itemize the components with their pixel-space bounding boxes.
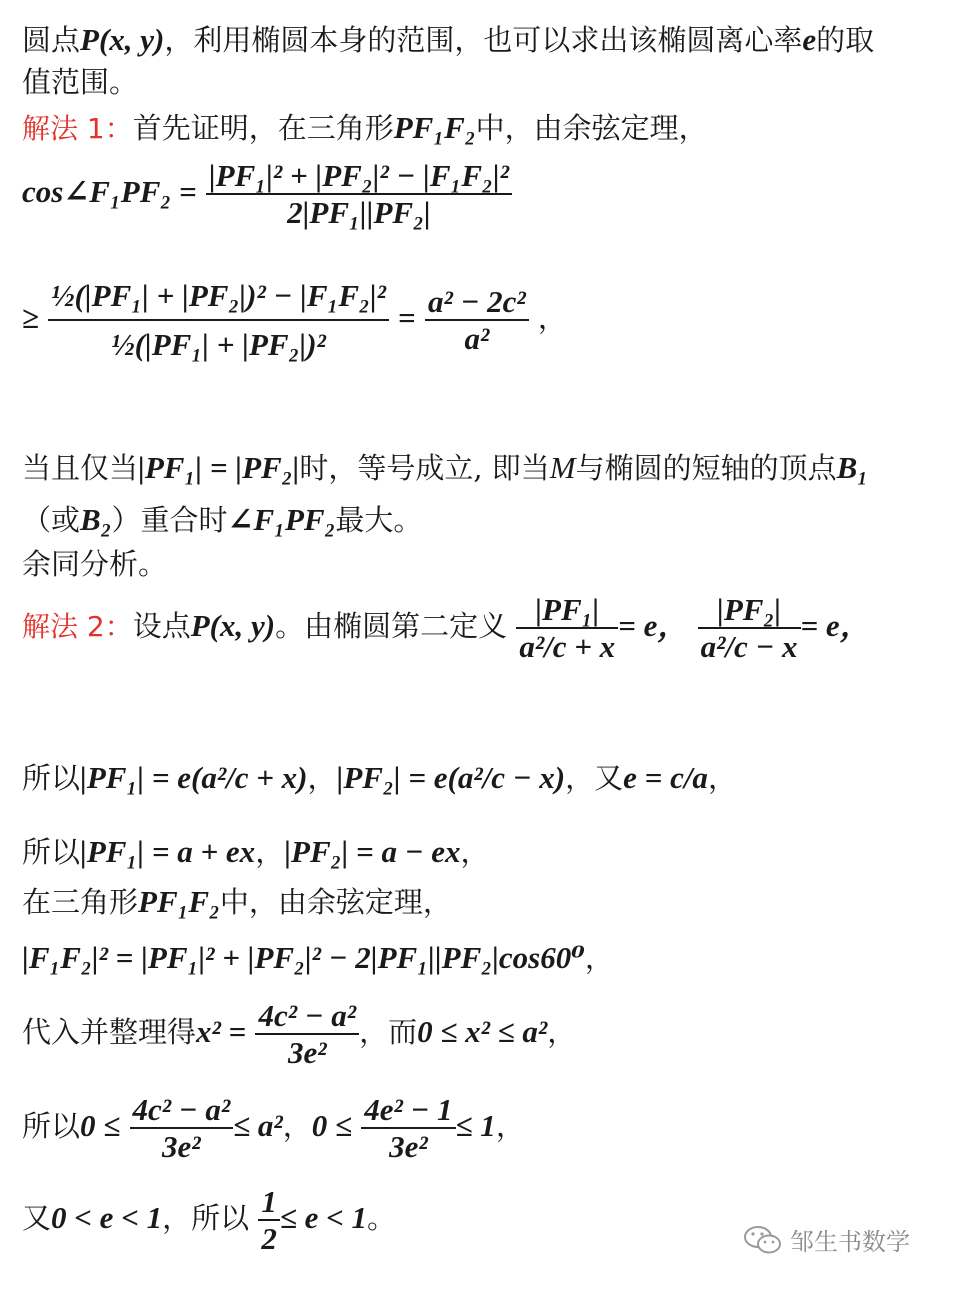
math: |PF₂| = a − ex xyxy=(284,834,461,869)
fraction xyxy=(516,594,618,662)
numerator: 4c² − a² xyxy=(132,1092,231,1127)
text: ，又 xyxy=(565,761,624,795)
math: ∠F₁PF₂ xyxy=(227,502,336,537)
text: 首先证明，在三角形 xyxy=(132,111,394,145)
math: = e， xyxy=(618,608,689,643)
numerator: 4e² − 1 xyxy=(364,1092,453,1127)
math: ≤ 1 xyxy=(455,1108,496,1143)
text: ， xyxy=(460,835,490,869)
text-line xyxy=(22,504,422,535)
numerator: |PF₁| xyxy=(535,592,600,627)
text: 在三角形 xyxy=(22,885,139,919)
fraction xyxy=(255,1000,359,1068)
math: PF₁F₂ xyxy=(138,884,220,919)
denominator: 3e² xyxy=(361,1127,455,1162)
text: ，利用椭圆本身的范围，也可以求出该椭圆离心率 xyxy=(164,23,803,57)
math: |PF₂| = e(a²/c − x) xyxy=(336,760,566,795)
text: ， xyxy=(584,941,614,975)
text-line xyxy=(22,452,868,483)
math: ≥ xyxy=(22,300,40,335)
numerator: a² − 2c² xyxy=(428,284,526,319)
math: B₂ xyxy=(80,502,112,537)
math: |PF₁| = |PF₂| xyxy=(138,450,300,485)
math: cos∠F₁PF₂ = xyxy=(22,174,197,209)
method-1-heading xyxy=(22,112,708,143)
denominator: a² xyxy=(425,319,529,354)
text: ， xyxy=(537,301,567,335)
text: 中，由余弦定理， xyxy=(219,885,452,919)
math: P(x, y) xyxy=(80,22,165,57)
text: 中，由余弦定理， xyxy=(475,111,708,145)
math: 0 ≤ x² ≤ a² xyxy=(417,1014,548,1049)
text: 当且仅当 xyxy=(22,451,139,485)
text: 代入并整理得 xyxy=(22,1015,197,1049)
text: ， xyxy=(282,1109,312,1143)
text: 时，等号成立, 即当 xyxy=(299,451,550,485)
method-label: 解法 1： xyxy=(22,112,133,145)
text-line xyxy=(22,547,168,581)
denominator: a²/c − x xyxy=(698,627,801,662)
math: 0 ≤ xyxy=(80,1108,121,1143)
text: ， xyxy=(255,835,285,869)
text-line xyxy=(22,1000,576,1068)
text: ， xyxy=(707,761,737,795)
numerator: ½(|PF₁| + |PF₂|)² − |F₁F₂|² xyxy=(51,278,386,313)
math: 0 ≤ xyxy=(311,1108,352,1143)
text: ）重合时 xyxy=(111,503,228,537)
math: ≤ e < 1 xyxy=(279,1200,368,1235)
law-of-cosines xyxy=(22,942,614,973)
text: 。 xyxy=(367,1201,397,1235)
text: 与椭圆的短轴的顶点 xyxy=(575,451,837,485)
text: 值范围。 xyxy=(22,65,139,99)
numerator: |PF₁|² + |PF₂|² − |F₁F₂|² xyxy=(208,158,509,193)
math: e xyxy=(802,22,817,57)
denominator: 3e² xyxy=(255,1033,359,1068)
fraction xyxy=(698,594,801,662)
numerator: |PF₂| xyxy=(717,592,782,627)
denominator: 2|PF₁||PF₂| xyxy=(206,193,512,228)
inequality-step xyxy=(22,280,567,360)
text-line xyxy=(22,886,452,917)
math: x² = xyxy=(196,1014,247,1049)
method-2-heading xyxy=(22,594,871,662)
text: ，而 xyxy=(359,1015,418,1049)
text: （或 xyxy=(22,503,81,537)
text-line xyxy=(22,65,139,99)
method-label: 解法 2： xyxy=(22,610,133,643)
math: |PF₁| = e(a²/c + x) xyxy=(80,760,308,795)
math: ≤ a² xyxy=(233,1108,283,1143)
fraction xyxy=(206,160,512,228)
math: P(x, y) xyxy=(190,608,276,643)
text-line xyxy=(22,24,874,55)
fraction xyxy=(425,286,529,354)
text: ， xyxy=(495,1109,525,1143)
text: 最大。 xyxy=(335,503,423,537)
text: 所以 xyxy=(22,761,81,795)
numerator: 4c² − a² xyxy=(258,998,357,1033)
text-line xyxy=(22,1186,396,1254)
text: ， xyxy=(547,1015,577,1049)
math: = xyxy=(398,300,416,335)
math: PF₁F₂ xyxy=(393,110,476,145)
numerator: 1 xyxy=(261,1184,277,1219)
fraction xyxy=(48,280,389,360)
text: 设点 xyxy=(132,609,191,643)
math: 0 < e < 1 xyxy=(51,1200,163,1235)
cosine-formula xyxy=(22,160,512,228)
watermark xyxy=(742,1222,910,1257)
text: 。由椭圆第二定义 xyxy=(275,609,508,643)
text: 圆点 xyxy=(22,23,81,57)
text-line xyxy=(22,762,737,793)
denominator: 2 xyxy=(258,1219,280,1254)
text: 又 xyxy=(22,1201,52,1235)
math: B₁ xyxy=(836,450,869,485)
text-line xyxy=(22,1094,525,1162)
fraction xyxy=(361,1094,455,1162)
math: = e， xyxy=(800,608,871,643)
math: e = c/a xyxy=(623,760,708,795)
text: 余同分析。 xyxy=(22,547,168,581)
text: ，所以 xyxy=(162,1201,250,1235)
watermark-text: 邹生书数学 xyxy=(790,1228,910,1256)
text: 的取 xyxy=(816,23,875,57)
math: M xyxy=(549,450,576,485)
denominator: a²/c + x xyxy=(516,627,618,662)
text: 所以 xyxy=(22,835,81,869)
fraction xyxy=(258,1186,280,1254)
text: ， xyxy=(307,761,337,795)
math: |PF₁| = a + ex xyxy=(80,834,256,869)
wechat-icon xyxy=(742,1224,784,1256)
denominator: ½(|PF₁| + |PF₂|)² xyxy=(48,319,389,360)
text-line xyxy=(22,836,490,867)
fraction xyxy=(130,1094,234,1162)
text: 所以 xyxy=(22,1109,81,1143)
math: |F₁F₂|² = |PF₁|² + |PF₂|² − 2|PF₁||PF₂|cos60⁰ xyxy=(22,940,585,975)
denominator: 3e² xyxy=(130,1127,234,1162)
